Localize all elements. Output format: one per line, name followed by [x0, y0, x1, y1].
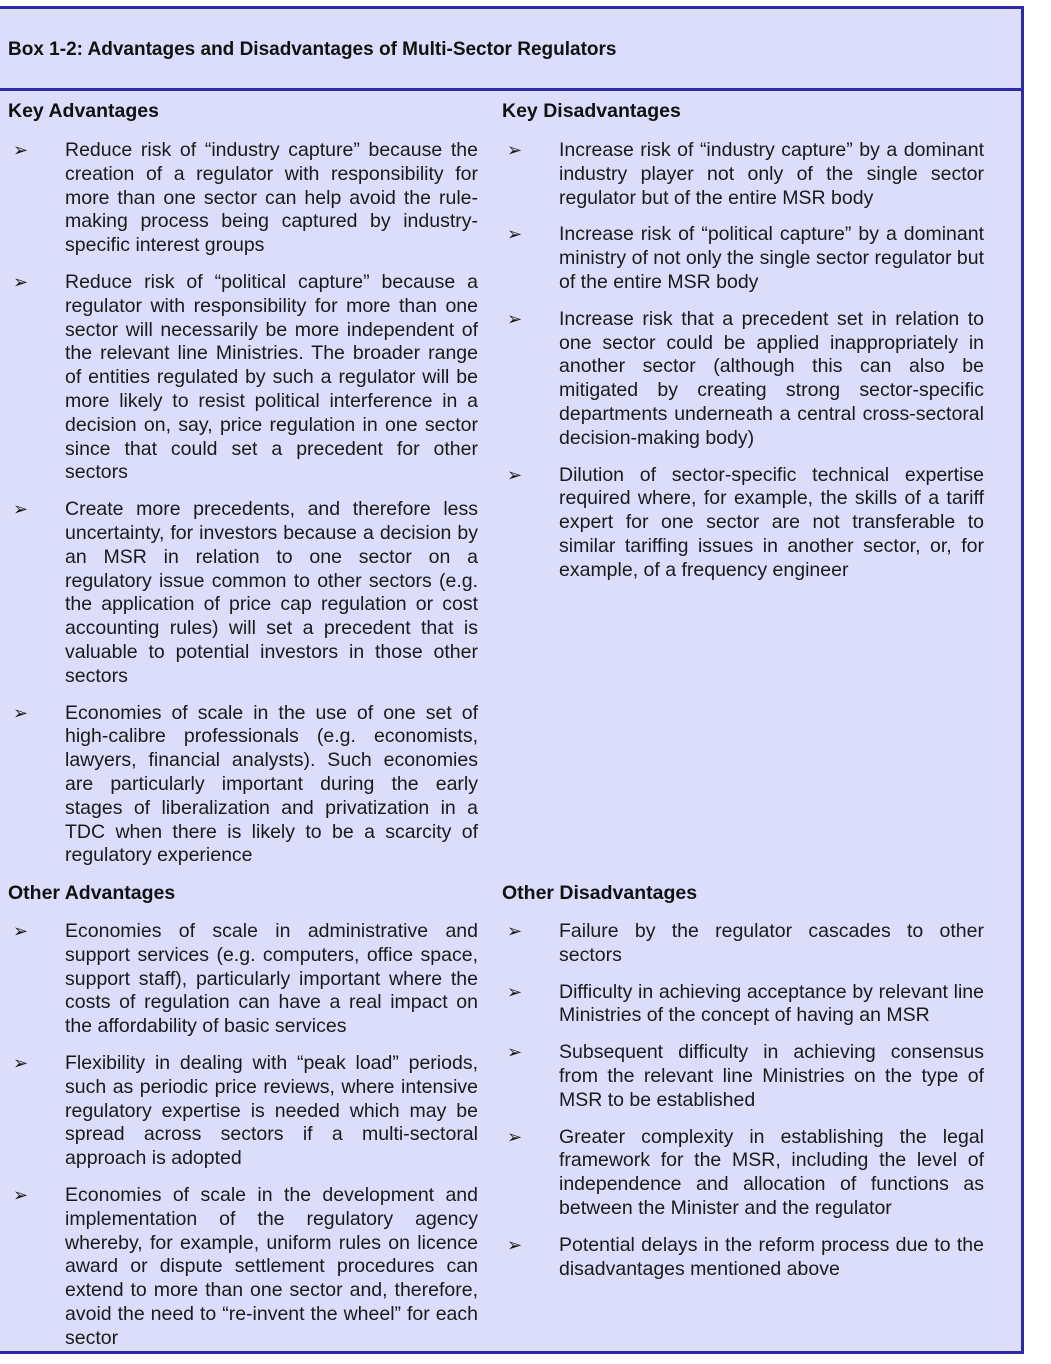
list-item: [8, 920, 478, 1039]
item-text: Reduce risk of “industry capture” because the creation of a regulator with responsibility for more than one sector can help avoid the rule-making process being captured by industry-specific interest groups: [65, 139, 478, 257]
arrow-bullet-icon: ➢: [507, 140, 523, 160]
item-text: Flexibility in dealing with “peak load” periods, such as periodic price reviews, where intensive regulatory expertise is needed which may be spread across sectors if a multi-sectoral approach is adopted: [65, 1051, 478, 1170]
other-advantages-list: [8, 920, 478, 1351]
other-advantages-column: [8, 920, 478, 1364]
item-text: Economies of scale in administrative and support services (e.g. computers, office space, support staff), particularly important where the costs of regulation can have a real impact on the affordability of basic services: [65, 920, 478, 1038]
arrow-bullet-icon: ➢: [507, 464, 523, 485]
list-item: [8, 271, 478, 485]
item-text: Increase risk that a precedent set in relation to one sector could be applied inappropriately in another sector (although this can also be mitigated by creating strong sector-specific departments underneath a central cross-sectoral decision-making body): [559, 307, 984, 449]
other-disadvantages-column: [502, 920, 984, 1294]
list-item: [502, 981, 984, 1029]
heading-other-disadvantages: Other Disadvantages: [502, 882, 698, 904]
box-title: Box 1-2: Advantages and Disadvantages of Multi-Sector Regulators: [8, 39, 617, 60]
key-advantages-column: [8, 139, 478, 881]
list-item: [8, 139, 478, 258]
list-item: [502, 139, 984, 210]
box-1-2: [0, 6, 1024, 1354]
list-item: [502, 1126, 984, 1221]
item-text: Failure by the regulator cascades to other sectors: [559, 920, 984, 966]
heading-other-advantages: Other Advantages: [8, 882, 176, 904]
list-item: [502, 223, 984, 294]
list-item: [8, 1052, 478, 1171]
list-item: [8, 498, 478, 688]
title-bar: [0, 9, 1021, 91]
list-item: [502, 1041, 984, 1112]
heading-key-advantages: Key Advantages: [8, 100, 160, 122]
arrow-bullet-icon: ➢: [507, 1126, 523, 1147]
item-text: Potential delays in the reform process due to the disadvantages mentioned above: [559, 1233, 984, 1280]
heading-key-disadvantages: Key Disadvantages: [502, 100, 681, 122]
list-item: [8, 1184, 478, 1351]
item-text: Create more precedents, and therefore less uncertainty, for investors because a decision by an MSR in relation to one sector on a regulatory issue common to other sectors (e.g. the application of price cap regulation or cost accounting rules) will set a precedent that is valuable to potential investors in those other sectors: [65, 498, 478, 687]
key-disadvantages-list: [502, 139, 984, 583]
arrow-bullet-icon: ➢: [507, 1234, 523, 1255]
list-item: [8, 702, 478, 869]
arrow-bullet-icon: ➢: [507, 308, 523, 329]
other-disadvantages-list: [502, 920, 984, 1281]
arrow-bullet-icon: ➢: [13, 140, 29, 160]
arrow-bullet-icon: ➢: [507, 981, 523, 1002]
item-text: Greater complexity in establishing the legal framework for the MSR, including the level of independence and allocation of functions as between the Minister and the regulator: [559, 1125, 984, 1219]
arrow-bullet-icon: ➢: [13, 499, 29, 520]
item-text: Dilution of sector-specific technical expertise required where, for example, the skills of a tariff expert for one sector are not transferable to similar tariffing issues in another sector, or, for example, of a frequency engineer: [559, 463, 984, 581]
item-text: Economies of scale in the use of one set of high-calibre professionals (e.g. economists, lawyers, financial analysts). Such economies are particularly important during the early stages of liberalization and privatization in a TDC when there is likely to be a scarcity of regulatory experience: [65, 701, 478, 867]
arrow-bullet-icon: ➢: [13, 921, 29, 941]
list-item: [502, 1234, 984, 1282]
item-text: Increase risk of “industry capture” by a dominant industry player not only of the single sector regulator but of the entire MSR body: [559, 139, 984, 209]
list-item: [502, 308, 984, 451]
arrow-bullet-icon: ➢: [13, 1184, 29, 1205]
arrow-bullet-icon: ➢: [507, 1042, 523, 1063]
key-disadvantages-column: [502, 139, 984, 596]
item-text: Increase risk of “political capture” by a dominant ministry of not only the single sector regulator but of the entire MSR body: [559, 223, 984, 293]
item-text: Reduce risk of “political capture” because a regulator with responsibility for more than one sector will necessarily be more independent of the relevant line Ministries. The broader range of entities regulated by such a regulator will be more likely to resist political interference in a decision on, say, price regulation in one sector since that could set a precedent for other sectors: [65, 270, 478, 484]
item-text: Economies of scale in the development and implementation of the regulatory agency whereby, for example, uniform rules on licence award or dispute settlement procedures can extend to more than one sector and, therefore, avoid the need to “re-invent the wheel” for each sector: [65, 1183, 478, 1349]
arrow-bullet-icon: ➢: [13, 271, 29, 292]
key-advantages-list: [8, 139, 478, 868]
arrow-bullet-icon: ➢: [507, 224, 523, 245]
list-item: [502, 464, 984, 583]
arrow-bullet-icon: ➢: [507, 921, 523, 941]
list-item: [502, 920, 984, 968]
arrow-bullet-icon: ➢: [13, 1052, 29, 1073]
item-text: Difficulty in achieving acceptance by relevant line Ministries of the concept of having an MSR: [559, 980, 984, 1027]
item-text: Subsequent difficulty in achieving consensus from the relevant line Ministries on the type of MSR to be established: [559, 1041, 984, 1111]
arrow-bullet-icon: ➢: [13, 702, 29, 723]
